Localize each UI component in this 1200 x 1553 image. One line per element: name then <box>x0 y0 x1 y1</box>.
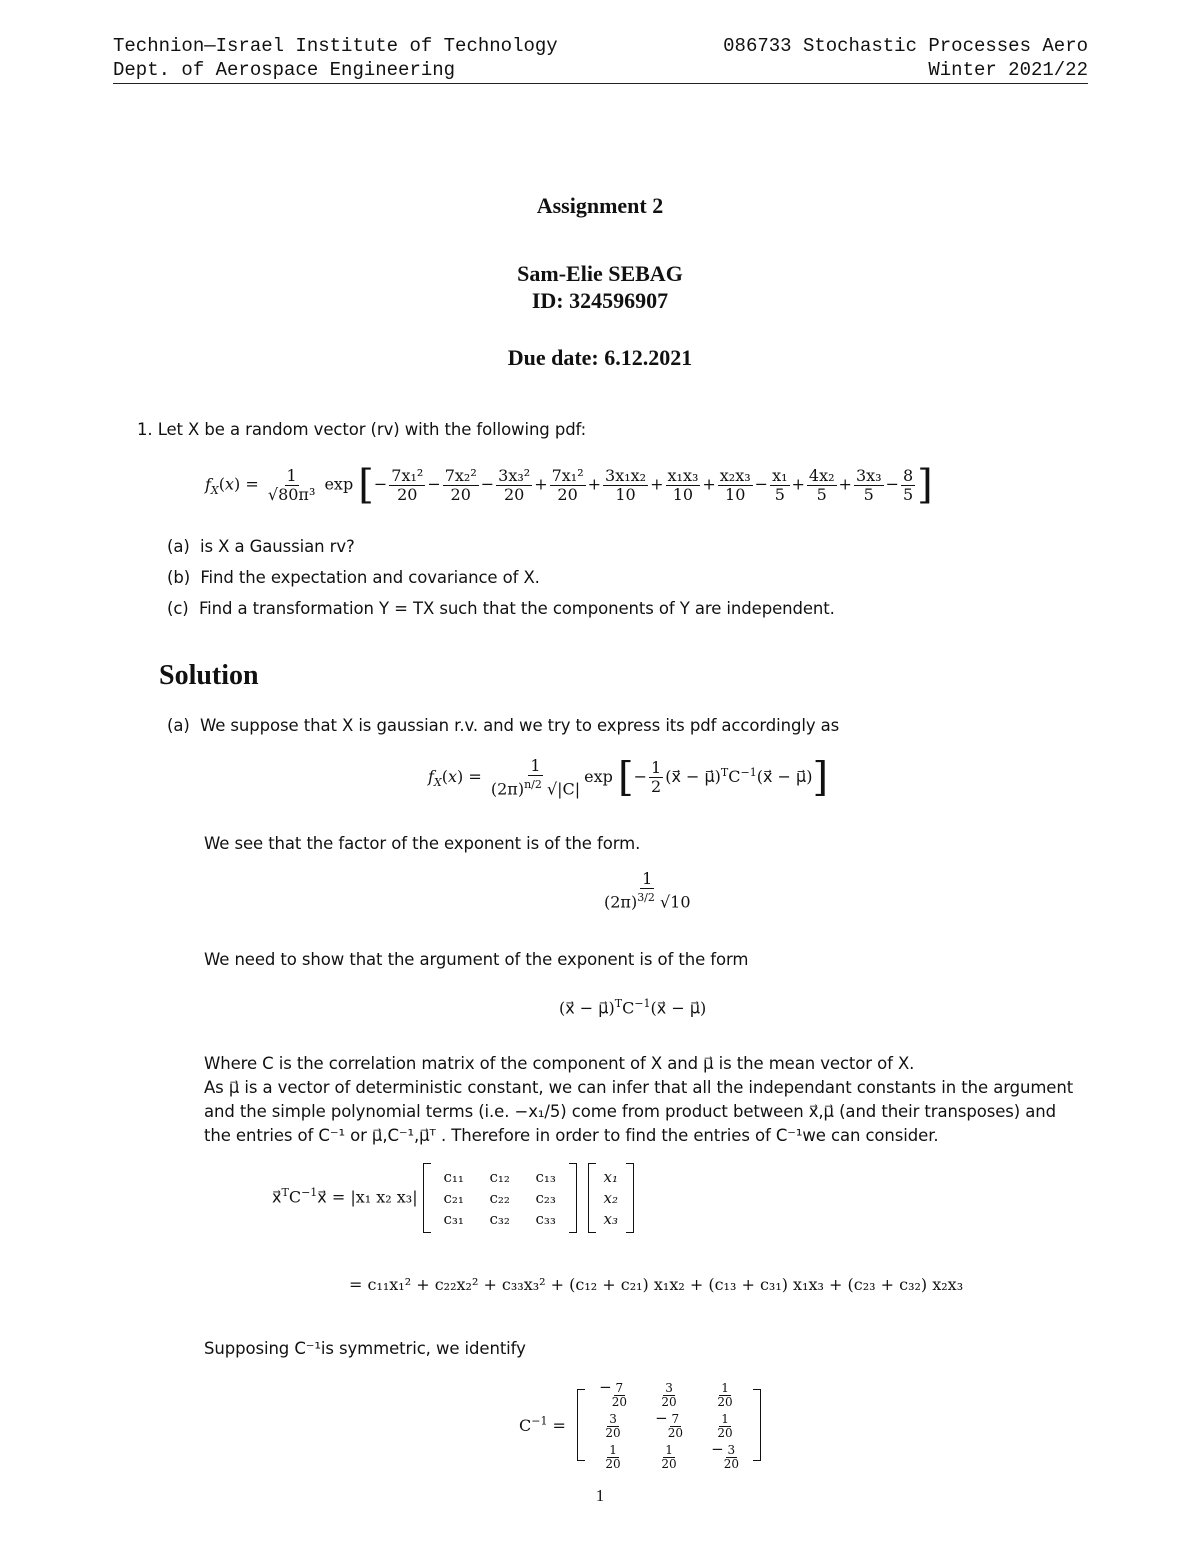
entries-line: the entries of C⁻¹ or μ⃗,C⁻¹,μ⃗ᵀ . Therefore in order to find the entries of C⁻¹we can consider. <box>204 1126 939 1145</box>
student-id: ID: 324596907 <box>531 288 669 313</box>
and-line: and the simple polynomial terms (i.e. −x₁/5) come from product between x⃗,μ⃗ (and their transposes) and <box>204 1102 1056 1121</box>
header-rule <box>113 83 1088 84</box>
c-inverse-matrix: − $\frac{7}{20}$ $\frac{3}{20}$ $\frac{1}{20}$ $\frac{3}{20}$ − $\frac{7}{20}$ $\frac{1}{20}$ $\frac{1}{20}$ $\frac{1}{20}$ − $\frac{3}{20}$ <box>599 1378 739 1471</box>
x-column-vector: x₁ x₂ x₃ <box>603 1168 619 1228</box>
factor-equation: $\frac{1}{(2\pi)^{3/2} √10}$ <box>604 869 691 912</box>
page-number: 1 <box>595 1486 605 1505</box>
semester: Winter 2021/22 <box>928 59 1088 81</box>
problem-part-c: (c) Find a transformation Y = TX such that the components of Y are independent. <box>167 599 835 618</box>
institution: Technion—Israel Institute of Technology <box>113 35 558 57</box>
argument-text: We need to show that the argument of the exponent is of the form <box>204 950 749 969</box>
quadratic-form: (x⃗ − $\mu⃗)^TC^{-1}(x⃗$ − μ⃗) <box>559 997 707 1018</box>
header-left <box>113 34 558 82</box>
solution-heading: Solution <box>159 660 259 691</box>
author-name: Sam-Elie SEBAG <box>517 261 683 286</box>
course: 086733 Stochastic Processes Aero <box>723 35 1088 57</box>
where-line: Where C is the correlation matrix of the component of X and μ⃗ is the mean vector of X. <box>204 1054 915 1073</box>
gaussian-pdf-equation: $f_X(x)$ = $\frac{1}{(2\pi)^{n/2} √|C|}$ exp [− $\frac{1}{2}$ (x⃗ − $\mu⃗)^TC^{-1}(x⃗$ − μ⃗)] <box>428 754 829 801</box>
factor-text: We see that the factor of the exponent is of the form. <box>204 834 641 853</box>
expanded-quadratic: = c₁₁x₁² + c₂₂x₂² + c₃₃x₃² + (c₁₂ + c₂₁) x₁x₂ + (c₁₃ + c₃₁) x₁x₃ + (c₂₃ + c₃₂) x₂x₃ <box>349 1275 964 1294</box>
due-date: Due date: 6.12.2021 <box>507 345 693 370</box>
solution-part-a: (a) We suppose that X is gaussian r.v. and we try to express its pdf accordingly as <box>167 716 840 735</box>
header-right <box>723 34 1088 82</box>
supposing-text: Supposing C⁻¹is symmetric, we identify <box>204 1339 526 1358</box>
c-matrix: c₁₁ c₁₂ c₁₃ c₂₁ c₂₂ c₂₃ c₃₁ c₃₂ c₃₃ <box>443 1168 556 1228</box>
matrix-product-equation: $x⃗^TC^{-1}x⃗ = |x_1$ x₂ x₃| c₁₁ c₁₂ c₁₃ c₂₁ c₂₂ c₂₃ c₃₁ c₃₂ c₃₃ x₁ x₂ x₃ <box>272 1163 634 1233</box>
as-line: As μ⃗ is a vector of deterministic constant, we can infer that all the independant constants in the argument <box>204 1078 1074 1097</box>
problem-intro: 1. Let X be a random vector (rv) with the following pdf: <box>137 420 587 439</box>
c-inverse-equation: $C^{-1}$ = − $\frac{7}{20}$ $\frac{3}{20}$ $\frac{1}{20}$ $\frac{3}{20}$ − $\frac{7}{20}$ $\frac{1}{20}$ $\frac{1}{20}$ $\frac{1}{20}$ − $\frac{3}{20}$ <box>519 1378 761 1471</box>
problem-part-a: (a) is X a Gaussian rv? <box>167 537 355 556</box>
pdf-equation: $f_X(x)$ = $\frac{1}{\text{√80π³}}$ exp [− $\frac{\text{7x₁²}}{20}$ − $\frac{\text{7x₂²}}{20}$ − $\frac{\text{3x₃²}}{20}$ + $\frac{\text{7x₁²}}{20}$ + $\frac{\text{3x₁x₂}}{10}$ + $\frac{\text{x₁x₃}}{10}$ + $\frac{\text{x₂x₃}}{10}$ − $\frac{\text{x₁}}{5}$ + $\frac{\text{4x₂}}{5}$ + $\frac{\text{3x₃}}{5}$ − $\frac{8}{5}$ ] <box>205 462 933 508</box>
department: Dept. of Aerospace Engineering <box>113 59 456 81</box>
assignment-title: Assignment 2 <box>536 193 664 218</box>
problem-part-b: (b) Find the expectation and covariance of X. <box>167 568 540 587</box>
